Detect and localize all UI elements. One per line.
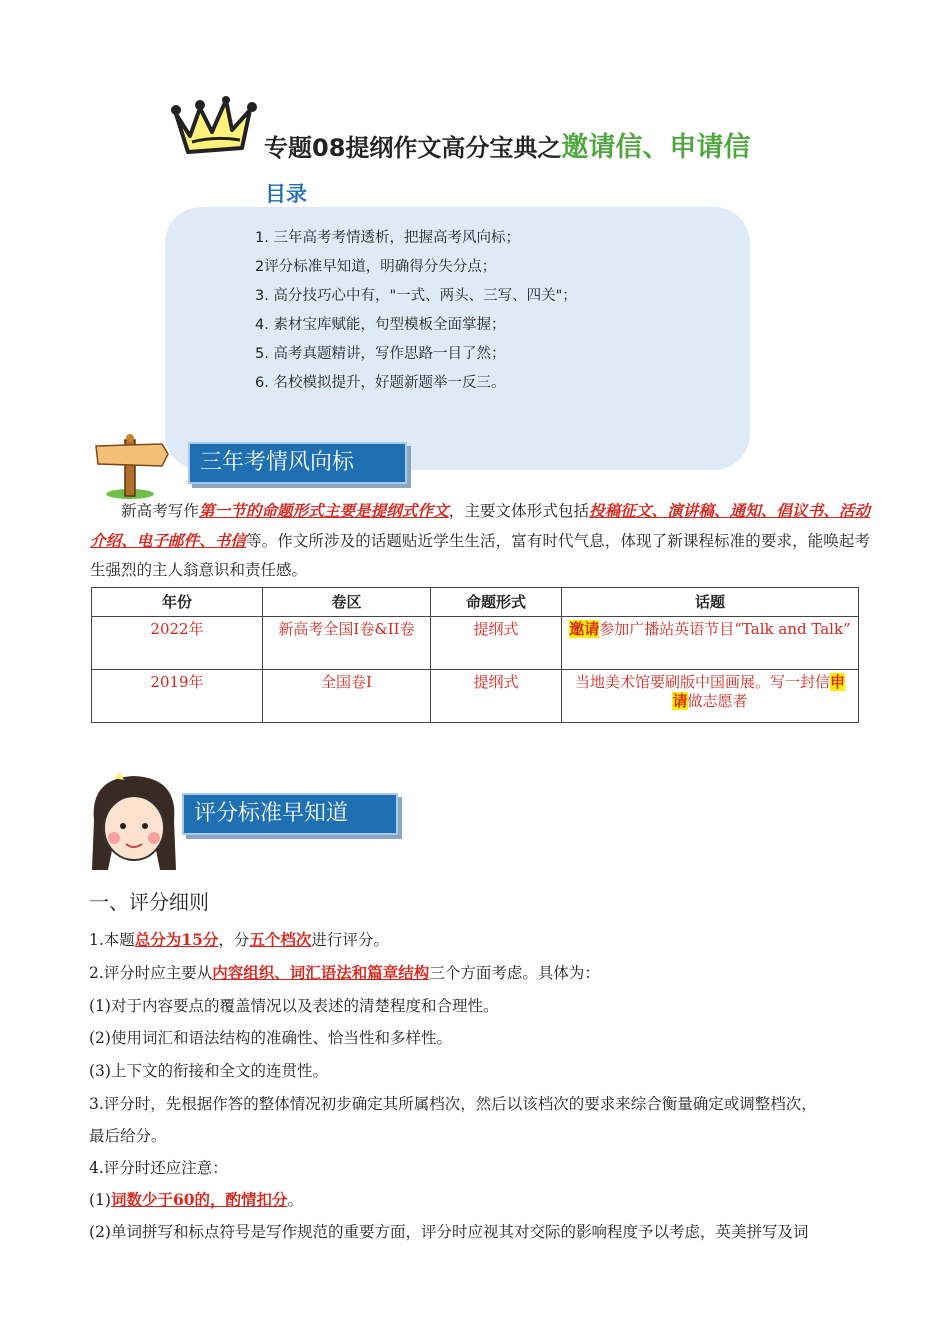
toc-item: 5. 高考真题精讲，写作思路一目了然； (255, 346, 506, 362)
cell-year: 2019年 (92, 670, 263, 723)
title-highlight: 邀请信、申请信 (561, 132, 751, 163)
exam-table (91, 587, 859, 723)
rule-line: (1)词数少于60的，酌情扣分。 (89, 1190, 304, 1209)
intro-paragraph (90, 496, 870, 585)
topic-keyword: 邀请 (569, 620, 600, 638)
intro-text: 等。作文所涉及的话题贴近学生生活，富有时代气息，体现了新课程标准的要求，能唤起考生强烈的主人翁意识和责任感。 (90, 532, 870, 579)
toc-item: 3. 高分技巧心中有，"一式、两头、三写、四关"； (255, 288, 577, 304)
rule-line: 最后给分。 (89, 1127, 167, 1145)
signpost-icon (92, 432, 172, 500)
cell-topic: 邀请参加广播站英语节目“Talk and Talk” (562, 617, 859, 670)
rule-line: (2)单词拼写和标点符号是写作规范的重要方面，评分时应视其对交际的影响程度予以考虑，英美拼写及词 (89, 1223, 809, 1241)
section-banner-trends: 三年考情风向标 (188, 442, 407, 484)
rule-line: 3.评分时，先根据作答的整体情况初步确定其所属档次，然后以该档次的要求来综合衡量确定或调整档次， (89, 1095, 817, 1113)
cell-form: 提纲式 (431, 617, 562, 670)
toc-item: 6. 名校模拟提升，好题新题举一反三。 (255, 375, 506, 391)
intro-text: 新高考写作 (121, 502, 200, 520)
rule-line: 1.本题总分为15分，分五个档次进行评分。 (89, 930, 389, 949)
rule-line: (1)对于内容要点的覆盖情况以及表述的清楚程度和合理性。 (89, 997, 499, 1015)
cell-paper: 全国卷I (263, 670, 431, 723)
table-row (92, 617, 859, 670)
table-header-row (92, 588, 859, 617)
section-banner-scoring: 评分标准早知道 (182, 793, 398, 835)
intro-emphasis: 第一节的命题形式主要是提纲式作文 (199, 501, 449, 520)
topic-keyword: 申请 (672, 673, 846, 710)
title-prefix: 专题08提纲作文高分宝典之 (264, 134, 562, 162)
rule-line: (2)使用词汇和语法结构的准确性、恰当性和多样性。 (89, 1029, 452, 1047)
table-header: 年份 (92, 588, 263, 617)
toc-heading: 目录 (265, 182, 307, 206)
intro-text: ，主要文体形式包括 (448, 502, 590, 520)
page-title (264, 128, 750, 168)
cell-paper: 新高考全国I卷&II卷 (263, 617, 431, 670)
table-header: 卷区 (263, 588, 431, 617)
table-header: 命题形式 (431, 588, 562, 617)
crown-icon (170, 96, 262, 156)
toc-item: 4. 素材宝库赋能，句型模板全面掌握； (255, 317, 506, 333)
girl-avatar-icon (84, 770, 184, 874)
table-header: 话题 (562, 588, 859, 617)
toc-item: 1. 三年高考考情透析，把握高考风向标； (255, 230, 520, 246)
cell-form: 提纲式 (431, 670, 562, 723)
intro-emphasis: 投稿征文、演讲稿、通知、倡议书、活动介绍、电子邮件、书信 (90, 501, 870, 550)
toc-item: 2评分标准早知道，明确得分失分点； (255, 259, 497, 275)
rule-line: 2.评分时应主要从内容组织、词汇语法和篇章结构三个方面考虑。具体为： (89, 963, 600, 982)
section-heading: 一、评分细则 (89, 890, 209, 914)
cell-topic: 当地美术馆要刷版中国画展。写一封信申请做志愿者 (562, 670, 859, 723)
toc-list (255, 224, 577, 398)
table-row (92, 670, 859, 723)
rule-line: (3)上下文的衔接和全文的连贯性。 (89, 1062, 328, 1080)
rule-line: 4.评分时还应注意： (89, 1159, 228, 1177)
cell-year: 2022年 (92, 617, 263, 670)
